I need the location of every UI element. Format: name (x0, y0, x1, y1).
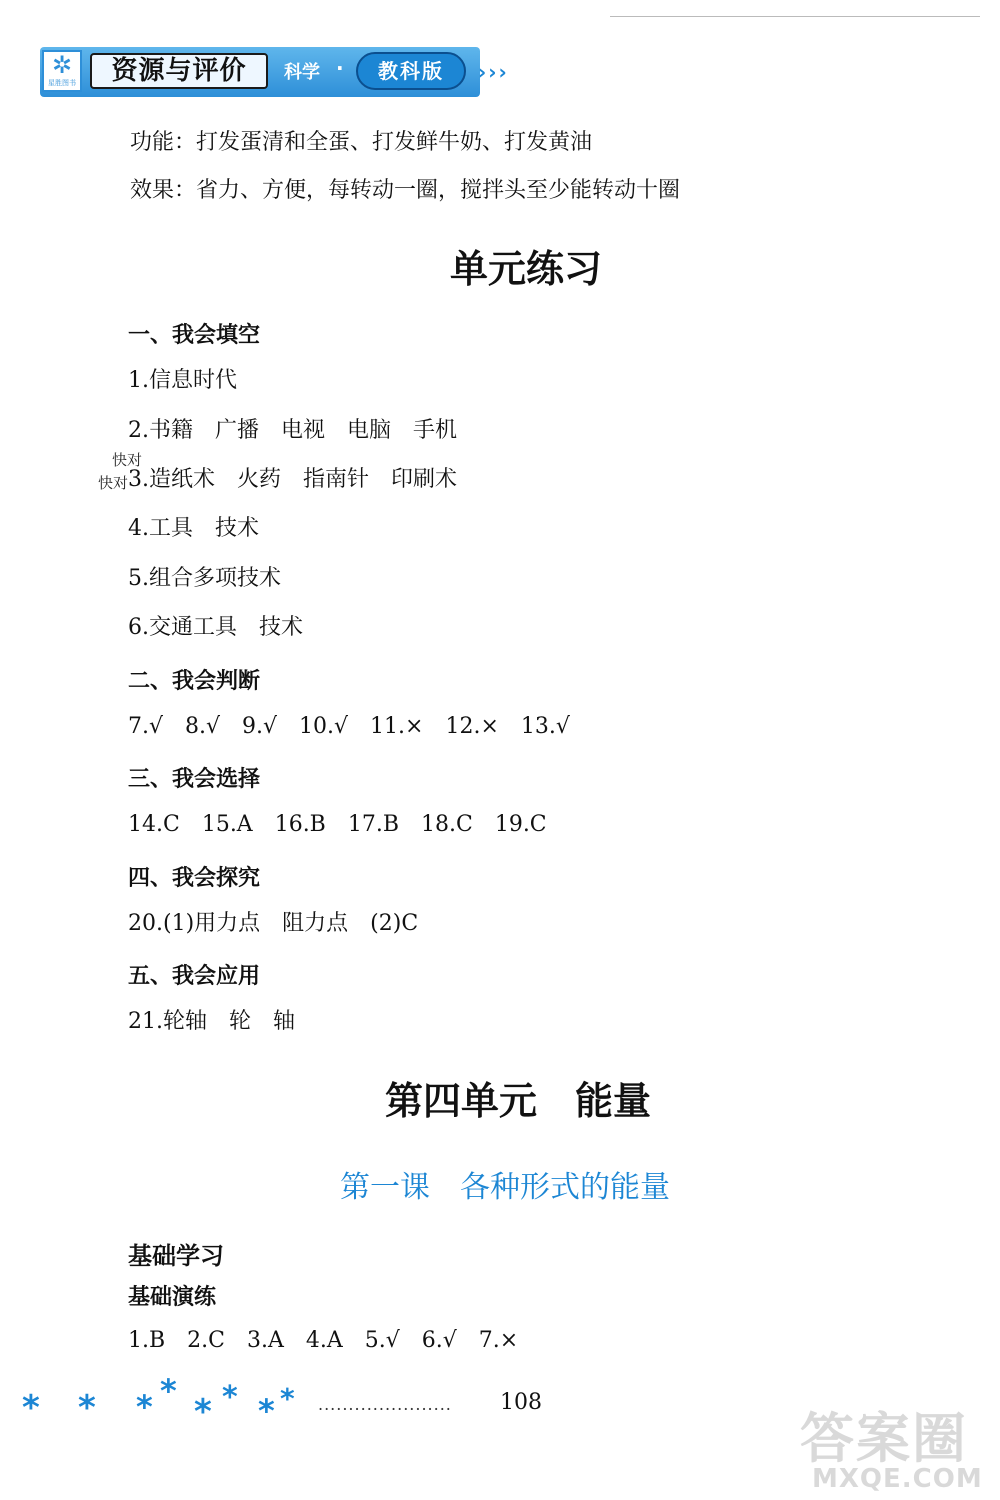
answer-line: 7.√ 8.√ 9.√ 10.√ 11.× 12.× 13.√ (128, 714, 570, 739)
lesson-title: 第一课 各种形式的能量 (340, 1170, 670, 1205)
book-title: 资源与评价 (90, 53, 268, 89)
section-heading: 一、我会填空 (128, 323, 261, 348)
page-number: 108 (500, 1390, 542, 1415)
unit-exercise-title: 单元练习 (450, 247, 603, 291)
star-icon: * (194, 1392, 212, 1432)
subsection-heading: 基础演练 (128, 1285, 217, 1310)
star-icon: * (78, 1388, 96, 1428)
answer-line: 6.交通工具 技术 (128, 615, 303, 640)
answer-line: 2.书籍 广播 电视 电脑 手机 (128, 418, 457, 443)
effect-line: 效果：省力、方便，每转动一圈，搅拌头至少能转动十圈 (130, 178, 681, 203)
star-icon: * (258, 1392, 275, 1430)
subject-label: 科学 (284, 62, 320, 83)
answer-line: 5.组合多项技术 (128, 566, 281, 591)
chevron-right-icon: ››› (478, 60, 509, 84)
section-heading: 四、我会探究 (128, 866, 261, 891)
star-icon: * (22, 1388, 40, 1428)
star-icon: * (222, 1380, 238, 1415)
star-icon: ✲ (51, 51, 73, 79)
subsection-title: 基础学习 (128, 1242, 224, 1270)
section-heading: 五、我会应用 (128, 964, 261, 989)
star-icon: * (280, 1382, 295, 1415)
answer-line: 3.造纸术 火药 指南针 印刷术 (128, 467, 457, 492)
footer-leader-dots: ...................... (318, 1395, 452, 1414)
edition-badge: 教科版 (356, 52, 466, 90)
function-line: 功能：打发蛋清和全蛋、打发鲜牛奶、打发黄油 (130, 130, 593, 155)
watermark-url: MXQE.COM (812, 1464, 983, 1494)
logo-caption: 星胜图书 (48, 79, 76, 87)
publisher-logo (42, 50, 82, 92)
section-heading: 二、我会判断 (128, 669, 261, 694)
star-icon: * (136, 1388, 153, 1426)
top-rule (610, 16, 980, 17)
unit-title: 第四单元 能量 (385, 1079, 652, 1123)
answer-line: 21.轮轴 轮 轴 (128, 1009, 295, 1034)
margin-note: 快对 (112, 451, 143, 469)
header-separator: · (336, 56, 344, 80)
answer-line: 20.(1)用力点 阻力点 (2)C (128, 911, 419, 936)
answer-line: 14.C 15.A 16.B 17.B 18.C 19.C (128, 812, 547, 837)
answer-line: 1.信息时代 (128, 368, 237, 393)
answer-line: 1.B 2.C 3.A 4.A 5.√ 6.√ 7.× (128, 1328, 519, 1353)
watermark-logo: 答案圈 (800, 1407, 968, 1470)
star-icon: * (160, 1372, 177, 1410)
section-heading: 三、我会选择 (128, 767, 261, 792)
answer-line: 4.工具 技术 (128, 516, 259, 541)
margin-note: 快对 (98, 474, 129, 492)
